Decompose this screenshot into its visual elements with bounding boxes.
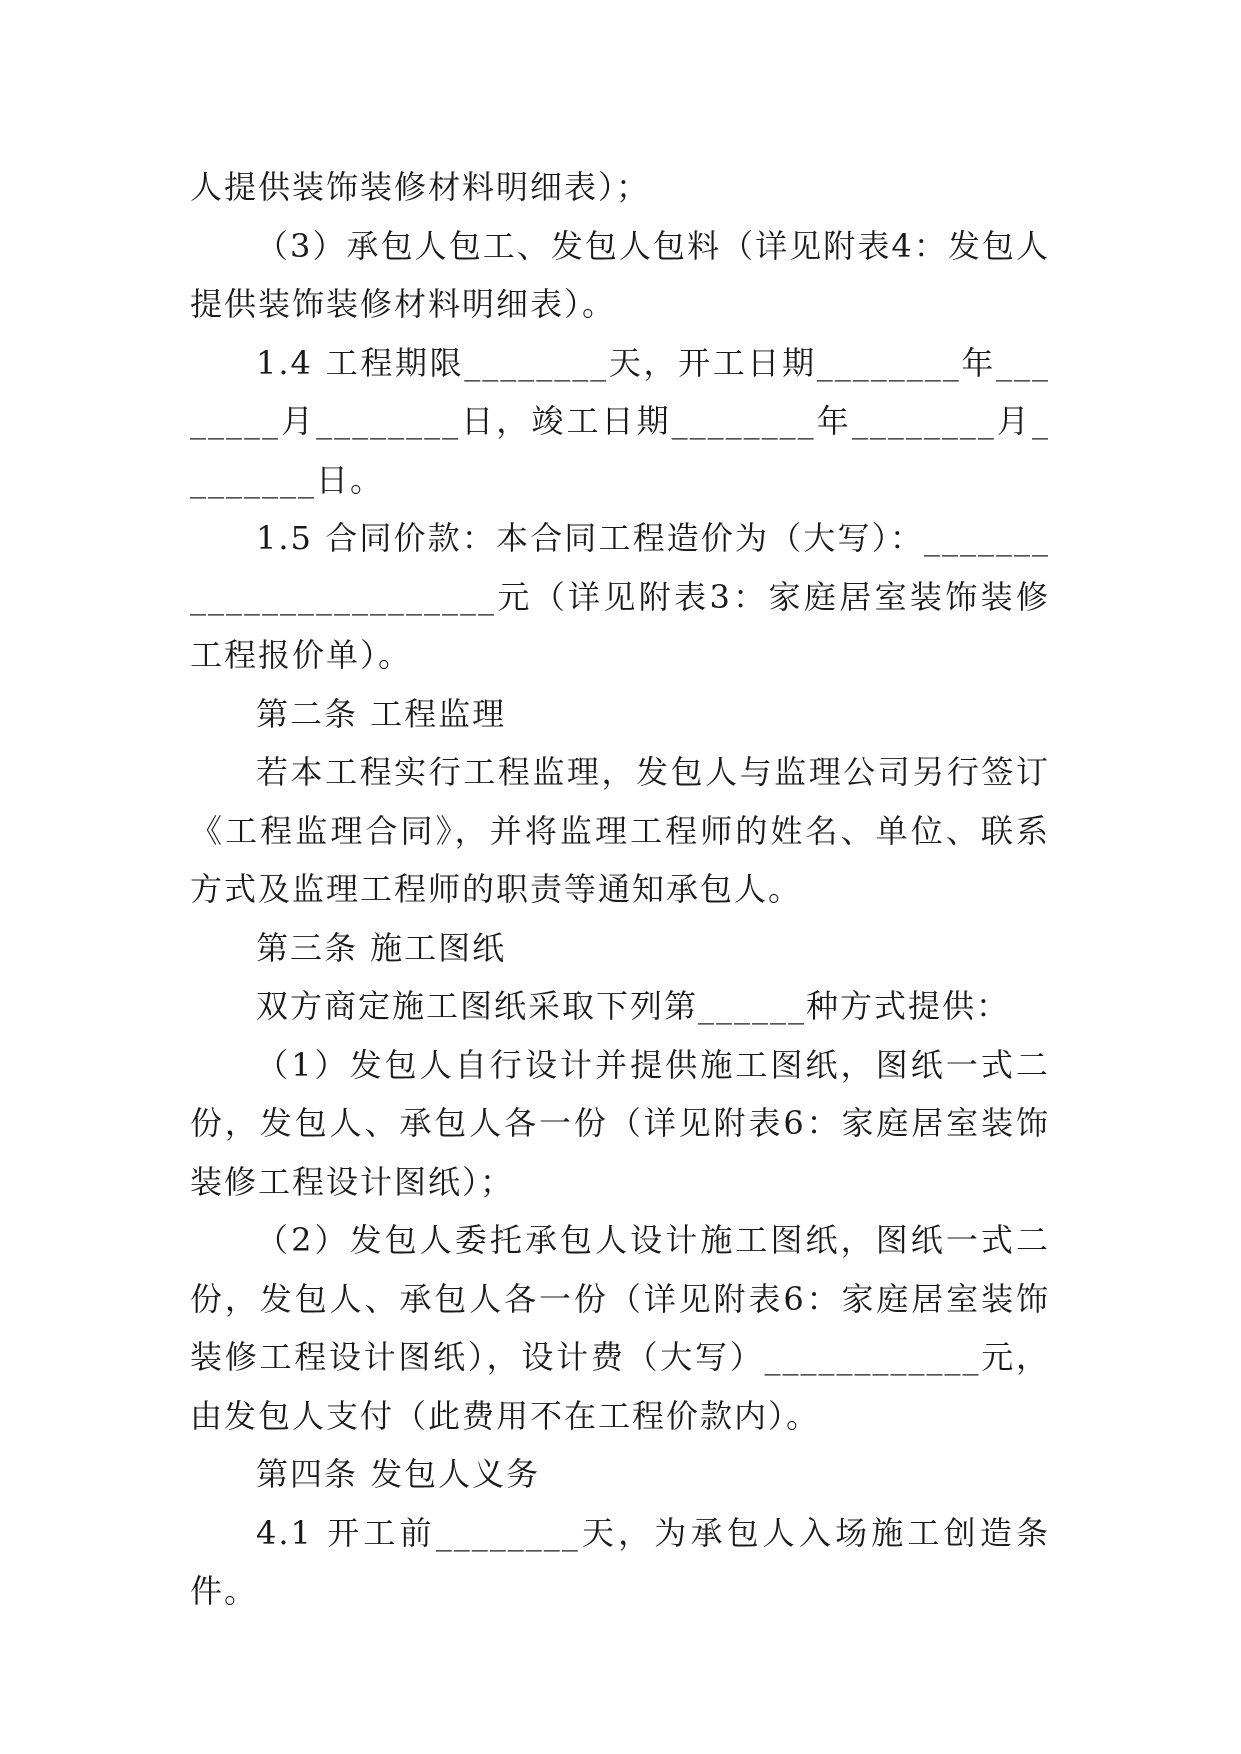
paragraph-4-1: 4.1 开工前________天，为承包人入场施工创造条件。	[190, 1513, 1050, 1610]
paragraph-drawing-option-2: （2）发包人委托承包人设计施工图纸，图纸一式二份，发包人、承包人各一份（详见附表6：家庭居室装饰装修工程设计图纸），设计费（大写）____________元，由发包人支付（此费用不在工程价款内）。	[190, 1221, 1050, 1435]
paragraph-1-5-price: 1.5 合同价款：本合同工程造价为（大写）：________________________元（详见附表3：家庭居室装饰装修工程报价单）。	[190, 519, 1050, 674]
paragraph-option-3: （3）承包人包工、发包人包料（详见附表4：发包人提供装饰装修材料明细表）。	[190, 226, 1050, 323]
document-page	[190, 158, 1050, 1621]
paragraph-drawing-method: 双方商定施工图纸采取下列第______种方式提供：	[256, 987, 1011, 1025]
article-2-heading: 第二条 工程监理	[256, 694, 507, 733]
paragraph-1-4-schedule: 1.4 工程期限________天，开工日期________年________月________日，竣工日期________年________月________日。	[190, 343, 1050, 499]
article-3-heading: 第三条 施工图纸	[256, 928, 507, 967]
article-4-heading: 第四条 发包人义务	[256, 1455, 541, 1493]
paragraph-materials-list-end: 人提供装饰装修材料明细表）；	[190, 168, 651, 206]
paragraph-drawing-option-1: （1）发包人自行设计并提供施工图纸，图纸一式二份，发包人、承包人各一份（详见附表6：家庭居室装饰装修工程设计图纸）；	[190, 1045, 1050, 1201]
paragraph-supervision: 若本工程实行工程监理，发包人与监理公司另行签订《工程监理合同》，并将监理工程师的姓名、单位、联系方式及监理工程师的职责等通知承包人。	[190, 753, 1050, 908]
